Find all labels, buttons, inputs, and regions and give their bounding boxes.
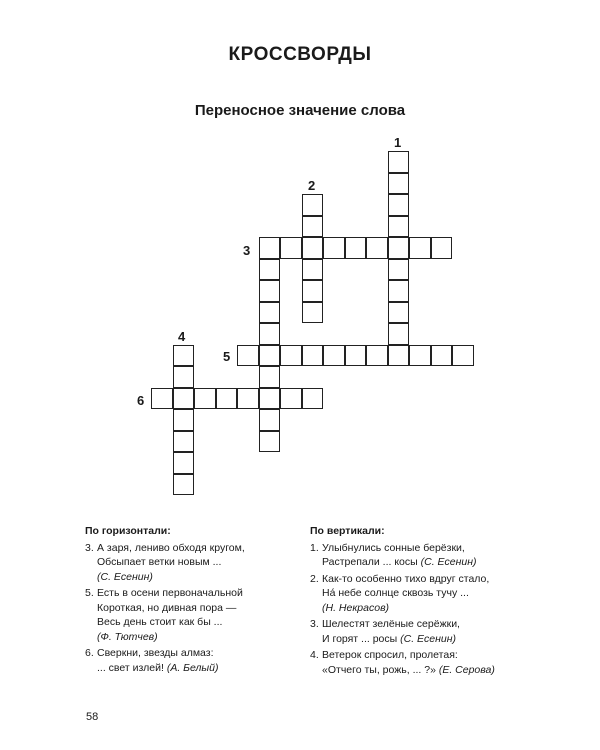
crossword-cell <box>345 345 367 367</box>
clue-line: ... свет излей! <box>97 661 167 674</box>
clue-line: На́ небе солнце сквозь тучу ... <box>322 587 469 599</box>
crossword-cell <box>216 388 238 410</box>
page-title: КРОССВОРДЫ <box>228 44 372 65</box>
clue-source: (А. Белый) <box>166 661 219 674</box>
crossword-cell <box>302 280 324 302</box>
crossword-cell <box>302 302 324 324</box>
crossword-number-1: 1 <box>394 135 402 150</box>
crossword-cell <box>388 216 410 238</box>
crossword-cell <box>302 345 324 367</box>
clue-line: Есть в осени первоначальной <box>97 587 243 599</box>
crossword-cell <box>259 409 281 431</box>
clue-source: (Е. Серова) <box>438 663 495 676</box>
crossword-cell <box>259 302 281 324</box>
clue-number: 5. <box>85 587 94 599</box>
crossword-cell <box>194 388 216 410</box>
clue-line: Шелестят зелёные серёжки, <box>322 618 460 630</box>
crossword-cell <box>280 388 302 410</box>
crossword-cell <box>237 345 259 367</box>
clue-number: 3. <box>85 541 94 554</box>
crossword-cell <box>452 345 474 367</box>
crossword-cell <box>388 194 410 216</box>
crossword-cell <box>173 388 195 410</box>
clue-line: Ветерок спросил, пролетая: <box>322 649 458 661</box>
across-heading: По горизонтали: <box>85 525 171 537</box>
crossword-cell <box>388 302 410 324</box>
down-clues <box>310 524 540 679</box>
down-clue-2 <box>310 572 540 616</box>
crossword-cell <box>431 345 453 367</box>
crossword-cell <box>259 259 281 281</box>
crossword-number-4: 4 <box>178 329 186 344</box>
crossword-cell <box>345 237 367 259</box>
clue-source: (С. Есенин) <box>420 556 477 568</box>
crossword-cell <box>388 280 410 302</box>
crossword-cell <box>366 345 388 367</box>
crossword-cell <box>280 237 302 259</box>
crossword-cell <box>409 237 431 259</box>
clue-line: Растрепали ... косы <box>322 556 421 568</box>
crossword-cell <box>259 345 281 367</box>
crossword-cell <box>259 366 281 388</box>
clue-line: Улыбнулись сонные берёзки, <box>322 541 465 554</box>
across-clue-5 <box>85 586 295 644</box>
crossword-number-6: 6 <box>137 393 145 408</box>
crossword-cell <box>323 345 345 367</box>
down-clue-1 <box>310 541 540 570</box>
page-number: 58 <box>86 711 99 723</box>
clue-line: «Отчего ты, рожь, ... ?» <box>322 663 439 676</box>
across-clue-3 <box>85 541 295 585</box>
crossword-cell <box>302 194 324 216</box>
crossword-cell <box>388 151 410 173</box>
crossword-cell <box>388 345 410 367</box>
crossword-cell <box>388 173 410 195</box>
clue-line: И горят ... росы <box>322 632 401 645</box>
crossword-cell <box>280 345 302 367</box>
crossword-cell <box>173 452 195 474</box>
crossword-cell <box>173 431 195 453</box>
crossword-cell <box>431 237 453 259</box>
crossword-cell <box>173 474 195 496</box>
across-clue-6 <box>85 646 295 675</box>
crossword-cell <box>259 280 281 302</box>
crossword-cell <box>409 345 431 367</box>
crossword-number-5: 5 <box>223 349 231 364</box>
crossword-cell <box>259 388 281 410</box>
crossword-cell <box>151 388 173 410</box>
crossword-cell <box>302 259 324 281</box>
clue-source: (Ф. Тютчев) <box>97 630 158 643</box>
crossword-cell <box>302 388 324 410</box>
crossword-cell <box>173 366 195 388</box>
clue-source: (Н. Некрасов) <box>322 601 390 614</box>
crossword-cell <box>302 237 324 259</box>
crossword-cell <box>173 409 195 431</box>
across-clues <box>85 524 295 677</box>
clue-source: (С. Есенин) <box>400 632 457 645</box>
clue-line: Сверкни, звезды алмаз: <box>97 647 214 659</box>
crossword-cell <box>259 431 281 453</box>
clue-number: 4. <box>310 649 319 661</box>
clue-line: А заря, лениво обходя кругом, <box>97 541 245 554</box>
down-clue-3 <box>310 617 540 646</box>
crossword-cell <box>259 323 281 345</box>
crossword-cell <box>302 216 324 238</box>
clue-number: 2. <box>310 572 319 585</box>
clue-number: 6. <box>85 647 94 659</box>
crossword-cell <box>366 237 388 259</box>
page-subtitle: Переносное значение слова <box>194 102 406 119</box>
crossword-cell <box>388 259 410 281</box>
clue-source: (С. Есенин) <box>97 570 153 583</box>
clue-number: 3. <box>310 618 319 630</box>
down-clue-4 <box>310 648 540 677</box>
clue-number: 1. <box>310 541 319 554</box>
crossword-cell <box>388 237 410 259</box>
crossword-number-2: 2 <box>308 178 316 193</box>
crossword-cell <box>259 237 281 259</box>
crossword-cell <box>388 323 410 345</box>
down-heading: По вертикали: <box>310 525 385 537</box>
clue-line: Весь день стоит как бы ... <box>97 616 223 628</box>
crossword-cell <box>237 388 259 410</box>
clue-line: Короткая, но дивная пора — <box>97 601 237 614</box>
crossword-cell <box>173 345 195 367</box>
crossword-number-3: 3 <box>243 243 251 258</box>
clue-line: Как-то особенно тихо вдруг стало, <box>322 572 490 585</box>
crossword-cell <box>323 237 345 259</box>
clue-line: Обсыпает ветки новым ... <box>97 556 222 568</box>
